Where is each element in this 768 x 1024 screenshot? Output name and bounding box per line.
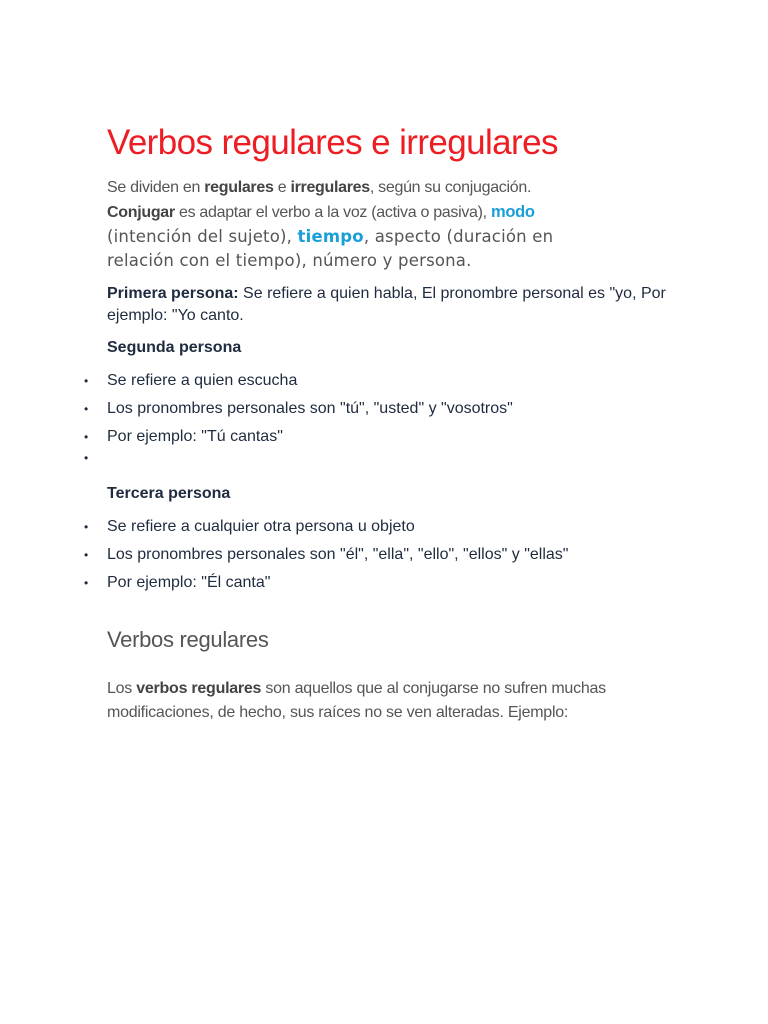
keyword-modo: modo <box>490 203 535 221</box>
intro-text: Se dividen en <box>107 179 205 196</box>
intro-bold-irregulares: irregulares <box>290 179 370 196</box>
intro-paragraph <box>107 176 667 273</box>
list-item-empty <box>84 451 667 473</box>
bullet-icon: • <box>84 520 89 534</box>
list-item <box>84 367 667 395</box>
list-item-text: Los pronombres personales son "tú", "usted" y "vosotros" <box>107 400 513 417</box>
bullet-icon: • <box>84 548 89 562</box>
primera-persona-paragraph <box>107 283 667 327</box>
list-item-text: Se refiere a quien escucha <box>107 372 298 389</box>
primera-persona-label: Primera persona: <box>107 285 239 302</box>
intro-line-3 <box>107 225 667 249</box>
intro-line-2 <box>107 200 667 225</box>
verbos-regulares-paragraph <box>107 677 667 725</box>
intro-line-4: relación con el tiempo), número y persona. <box>107 251 472 270</box>
segunda-persona-list <box>84 367 667 473</box>
paragraph-text: Los <box>107 680 137 697</box>
list-item <box>84 569 667 597</box>
intro-bold-conjugar: Conjugar <box>107 204 175 221</box>
list-item-text: Se refiere a cualquier otra persona u objeto <box>107 518 415 535</box>
list-item <box>84 513 667 541</box>
verbos-regulares-heading: Verbos regulares <box>107 627 269 652</box>
keyword-tiempo: tiempo <box>297 227 364 246</box>
bullet-icon: • <box>84 374 89 388</box>
tercera-persona-heading: Tercera persona <box>107 485 231 502</box>
page-title: Verbos regulares e irregulares <box>107 123 558 162</box>
list-item <box>84 395 667 423</box>
paragraph-text: son aquellos que al conjugarse no sufren muchas modificaciones, de hecho, sus raíces no se ven alteradas. Ejemplo: <box>107 680 606 721</box>
intro-bold-regulares: regulares <box>204 179 274 196</box>
list-item <box>84 423 667 451</box>
article-content <box>84 118 667 725</box>
segunda-persona-heading: Segunda persona <box>107 339 242 356</box>
tercera-persona-list <box>84 513 667 597</box>
intro-line-1 <box>107 176 667 200</box>
list-item-text: Por ejemplo: "Tú cantas" <box>107 428 283 445</box>
list-item-text: Los pronombres personales son "él", "ella", "ello", "ellos" y "ellas" <box>107 546 569 563</box>
bullet-icon: • <box>84 576 89 590</box>
intro-text: , según su conjugación. <box>369 179 532 196</box>
bullet-icon: • <box>84 430 89 444</box>
bold-verbos-regulares: verbos regulares <box>136 680 262 697</box>
list-item-text: Por ejemplo: "Él canta" <box>107 574 271 591</box>
bullet-icon: • <box>84 451 89 465</box>
intro-text: , aspecto (duración en <box>363 227 554 246</box>
primera-persona-text: Se refiere a quien habla, El pronombre personal es "yo, Por ejemplo: "Yo canto. <box>107 285 666 324</box>
intro-text: e <box>273 179 291 196</box>
intro-text: (intención del sujeto), <box>107 227 298 246</box>
list-item <box>84 541 667 569</box>
intro-text: es adaptar el verbo a la voz (activa o pasiva), <box>174 204 491 221</box>
bullet-icon: • <box>84 402 89 416</box>
